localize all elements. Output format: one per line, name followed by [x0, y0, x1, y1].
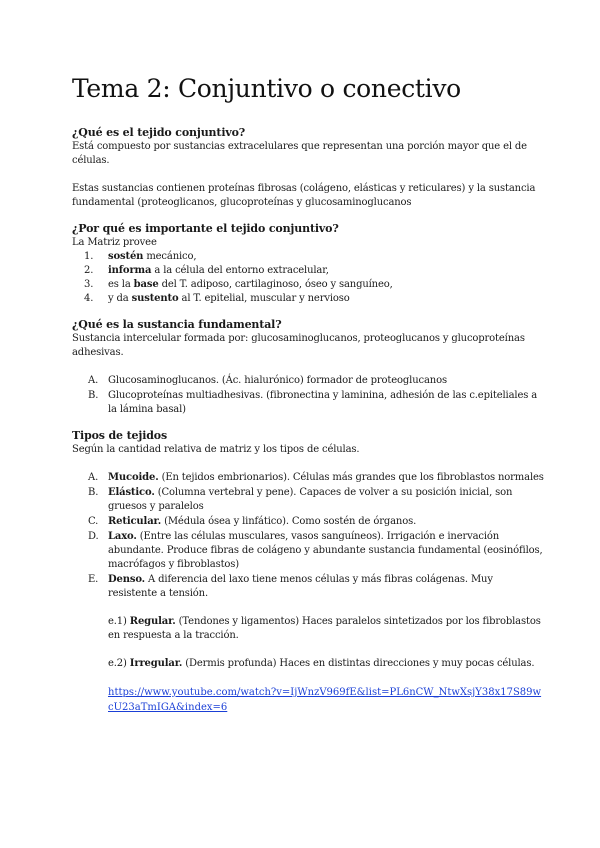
list-item: B. Glucoproteínas multiadhesivas. (fibronectina y laminina, adhesión de las c.epiteliales a la lámina basal): [88, 390, 538, 415]
paragraph: Está compuesto por sustancias extracelulares que representan una porción mayor que el de células.: [72, 141, 527, 166]
list-item: 2. informa a la célula del entorno extracelular,: [84, 265, 329, 276]
list-item: A. Glucosaminoglucanos. (Ác. hialurónico) formador de proteoglucanos: [88, 375, 447, 386]
paragraph: Según la cantidad relativa de matriz y los tipos de células.: [72, 444, 360, 455]
list-item: B. Elástico. (Columna vertebral y pene). Capaces de volver a su posición inicial, son gruesos y paralelos: [88, 487, 513, 512]
list-item: C. Reticular. (Médula ósea y linfático). Como sostén de órganos.: [88, 516, 417, 527]
paragraph: La Matriz provee: [72, 237, 157, 248]
section-heading: Tipos de tejidos: [72, 429, 167, 442]
youtube-link[interactable]: https://www.youtube.com/watch?v=IjWnzV969fE&list=PL6nCW_NtwXsjY38x17S89wcU23aTmIGA&index=6: [108, 687, 542, 713]
section-heading: ¿Qué es el tejido conjuntivo?: [72, 126, 246, 139]
section-heading: ¿Qué es la sustancia fundamental?: [72, 318, 282, 331]
list-item: 1. sostén mecánico,: [84, 251, 197, 262]
numbered-list: [72, 250, 544, 306]
lettered-list: [72, 471, 544, 601]
paragraph: Estas sustancias contienen proteínas fibrosas (colágeno, elásticas y reticulares) y la sustancia fundamental (proteoglicanos, glucoproteínas y glucosaminoglucanos: [72, 183, 536, 208]
list-item: 4. y da sustento al T. epitelial, muscular y nervioso: [84, 293, 350, 304]
page-title: Tema 2: Conjuntivo o conectivo: [72, 74, 461, 103]
section-importancia: [72, 222, 544, 306]
lettered-list: [72, 374, 544, 417]
list-item: E. Denso. A diferencia del laxo tiene menos células y más fibras colágenas. Muy resistente a tensión.: [88, 574, 493, 599]
list-item: D. Laxo. (Entre las células musculares, vasos sanguíneos). Irrigación e inervación abundante. Produce fibras de colágeno y abundante sustancia fundamental (eosinófilos, macrófagos y fibroblastos): [88, 531, 543, 570]
section-heading: ¿Por qué es importante el tejido conjuntivo?: [72, 222, 339, 235]
section-que-es: [72, 126, 544, 210]
section-sustancia-fundamental: [72, 318, 544, 417]
list-item: 3. es la base del T. adiposo, cartilaginoso, óseo y sanguíneo,: [84, 279, 393, 290]
subitem-irregular: e.2) Irregular. (Dermis profunda) Haces en distintas direcciones y muy pocas células.: [108, 658, 535, 669]
paragraph: Sustancia intercelular formada por: glucosaminoglucanos, proteoglucanos y glucoproteínas adhesivas.: [72, 333, 525, 358]
subitem-regular: e.1) Regular. (Tendones y ligamentos) Haces paralelos sintetizados por los fibroblastos en respuesta a la tracción.: [108, 616, 541, 641]
link-container: [72, 685, 544, 715]
list-item: A. Mucoide. (En tejidos embrionarios). Células más grandes que los fibroblastos normales: [88, 472, 544, 483]
section-tipos: [72, 429, 544, 715]
